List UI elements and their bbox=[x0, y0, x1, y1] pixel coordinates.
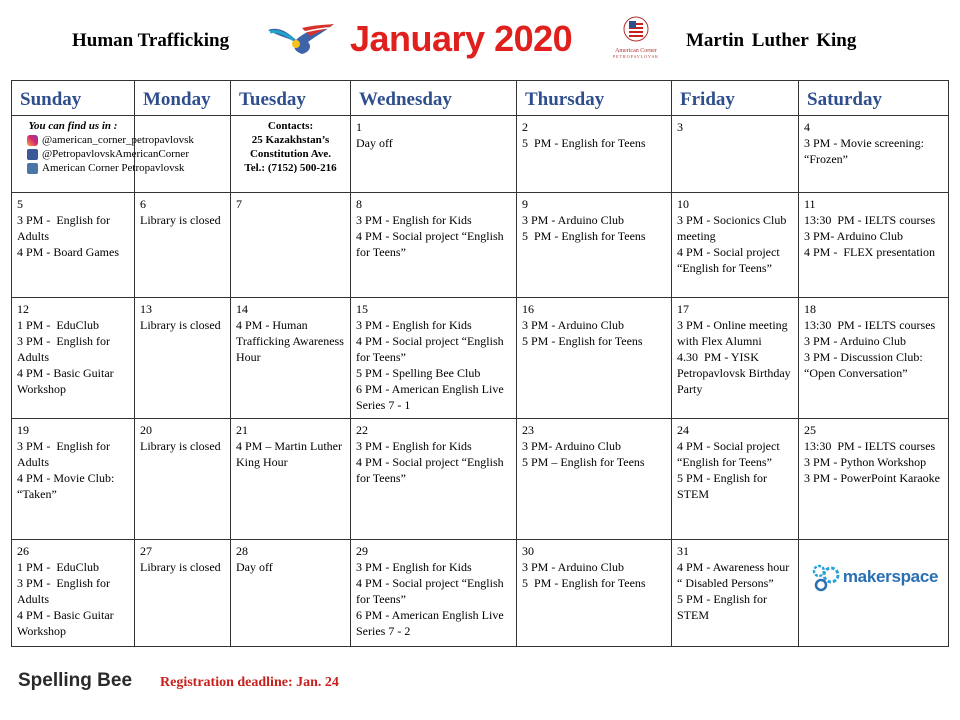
event-line: 5 PM - English for STEM bbox=[677, 592, 770, 622]
day-cell[interactable] bbox=[351, 298, 517, 419]
event-line: 3 PM - Arduino Club bbox=[522, 560, 625, 574]
event-line: 3 PM - English for Adults bbox=[17, 576, 113, 606]
day-number: 6 bbox=[140, 197, 146, 211]
event-line: Library is closed bbox=[140, 439, 221, 453]
day-number: 25 bbox=[804, 423, 816, 437]
event-line: 3 PM - Online meeting with Flex Alumni bbox=[677, 318, 791, 348]
week-row bbox=[12, 116, 949, 193]
event-line: 3 PM - English for Kids bbox=[356, 213, 472, 227]
event-line: 3 PM - English for Adults bbox=[17, 439, 113, 469]
event-line: 4 PM – Martin Luther King Hour bbox=[236, 439, 345, 469]
event-line: 4 PM - Basic Guitar Workshop bbox=[17, 608, 117, 638]
day-cell[interactable] bbox=[517, 116, 672, 193]
day-number: 17 bbox=[677, 302, 689, 316]
event-line: Day off bbox=[356, 136, 393, 150]
day-cell[interactable] bbox=[799, 298, 949, 419]
contacts-phone: Tel.: (7152) 500-216 bbox=[244, 162, 337, 174]
event-line: 3 PM - Arduino Club bbox=[522, 318, 625, 332]
event-line: 13:30 PM - IELTS courses bbox=[804, 213, 936, 227]
day-cell[interactable] bbox=[799, 419, 949, 540]
weekday-saturday: Saturday bbox=[799, 81, 949, 116]
week-row bbox=[12, 540, 949, 647]
event-line: 4 PM - Basic Guitar Workshop bbox=[17, 366, 117, 396]
day-number: 5 bbox=[17, 197, 23, 211]
event-line: 5 PM - English for Teens bbox=[522, 576, 646, 590]
find-us-cell bbox=[12, 116, 194, 193]
day-number: 16 bbox=[522, 302, 534, 316]
weekday-sunday: Sunday bbox=[12, 81, 135, 116]
day-cell[interactable] bbox=[351, 116, 517, 193]
day-number: 28 bbox=[236, 544, 248, 558]
day-cell[interactable] bbox=[672, 116, 799, 193]
day-cell[interactable] bbox=[517, 540, 672, 647]
event-line: 3 PM - English for Kids bbox=[356, 318, 472, 332]
day-number: 3 bbox=[677, 120, 683, 134]
event-line: 3 PM - Discussion Club: “Open Conversation” bbox=[804, 350, 926, 380]
contacts-address1: 25 Kazakhstan’s bbox=[251, 134, 330, 146]
event-line: 4 PM - FLEX presentation bbox=[804, 245, 935, 259]
day-cell[interactable] bbox=[12, 193, 135, 298]
day-number: 21 bbox=[236, 423, 248, 437]
day-cell[interactable] bbox=[517, 298, 672, 419]
find-us-title: You can find us in : bbox=[28, 120, 118, 132]
vk-link[interactable] bbox=[17, 161, 185, 175]
day-number: 15 bbox=[356, 302, 368, 316]
event-line: 4 PM - Human Trafficking Awareness Hour bbox=[236, 318, 347, 364]
event-line: 4 PM - Movie Club: “Taken” bbox=[17, 471, 118, 501]
day-cell[interactable] bbox=[672, 540, 799, 647]
day-number: 27 bbox=[140, 544, 152, 558]
facebook-icon bbox=[27, 149, 38, 160]
week-row bbox=[12, 419, 949, 540]
day-cell[interactable] bbox=[351, 540, 517, 647]
event-line: 4 PM - Board Games bbox=[17, 245, 119, 259]
event-line: 3 PM- Arduino Club bbox=[522, 439, 622, 453]
event-line: 4.30 PM - YISK Petropavlovsk Birthday Party bbox=[677, 350, 794, 396]
event-line: 5 PM – English for Teens bbox=[522, 455, 645, 469]
day-cell[interactable] bbox=[672, 193, 799, 298]
day-number: 14 bbox=[236, 302, 248, 316]
event-line: 3 PM - PowerPoint Karaoke bbox=[804, 471, 940, 485]
event-line: 5 PM - English for Teens bbox=[522, 229, 646, 243]
event-line: 6 PM - American English Live Series 7 - 1 bbox=[356, 382, 507, 412]
day-cell[interactable] bbox=[231, 419, 351, 540]
instagram-link[interactable] bbox=[17, 133, 194, 147]
event-line: 3 PM - Arduino Club bbox=[522, 213, 625, 227]
event-line: 5 PM - English for Teens bbox=[522, 136, 646, 150]
event-line: 3 PM - Python Workshop bbox=[804, 455, 927, 469]
weekday-wednesday: Wednesday bbox=[351, 81, 517, 116]
day-cell[interactable] bbox=[351, 193, 517, 298]
event-line: 4 PM - Awareness hour “ Disabled Persons” bbox=[677, 560, 793, 590]
vk-icon bbox=[27, 163, 38, 174]
calendar-grid bbox=[11, 80, 949, 647]
day-cell[interactable] bbox=[12, 540, 135, 647]
day-number: 8 bbox=[356, 197, 362, 211]
weekday-header-row bbox=[12, 81, 949, 116]
event-line: 4 PM - Social project “English for Teens” bbox=[356, 455, 507, 485]
makerspace-cell bbox=[799, 540, 949, 647]
day-number: 30 bbox=[522, 544, 534, 558]
week-row bbox=[12, 193, 949, 298]
day-number: 2 bbox=[522, 120, 528, 134]
event-line: 6 PM - American English Live Series 7 - 2 bbox=[356, 608, 507, 638]
instagram-handle: @american_corner_petropavlovsk bbox=[42, 134, 194, 146]
weekday-tuesday: Tuesday bbox=[231, 81, 351, 116]
event-line: 4 PM - Social project “English for Teens” bbox=[677, 245, 783, 275]
event-line: Day off bbox=[236, 560, 273, 574]
event-line: 3 PM - English for Adults bbox=[17, 213, 113, 243]
day-cell[interactable] bbox=[517, 419, 672, 540]
event-line: 4 PM - Social project “English for Teens” bbox=[356, 334, 507, 364]
event-line: Library is closed bbox=[140, 213, 221, 227]
event-line: 3 PM - English for Adults bbox=[17, 334, 113, 364]
day-cell[interactable] bbox=[12, 298, 135, 419]
calendar-header bbox=[0, 0, 960, 80]
week-row bbox=[12, 298, 949, 419]
corner-logo-label: American Corner bbox=[615, 48, 657, 54]
day-cell[interactable] bbox=[231, 540, 351, 647]
day-cell[interactable] bbox=[231, 298, 351, 419]
event-line: 3 PM - Socionics Club meeting bbox=[677, 213, 790, 243]
day-cell[interactable] bbox=[135, 540, 231, 647]
day-cell[interactable] bbox=[799, 116, 949, 193]
day-cell[interactable] bbox=[135, 193, 231, 298]
american-corner-flag-logo bbox=[598, 16, 674, 66]
day-number: 4 bbox=[804, 120, 810, 134]
contacts-title: Contacts: bbox=[267, 120, 314, 132]
day-number: 13 bbox=[140, 302, 152, 316]
day-number: 20 bbox=[140, 423, 152, 437]
event-line: 13:30 PM - IELTS courses bbox=[804, 439, 936, 453]
day-number: 19 bbox=[17, 423, 29, 437]
registration-deadline: Registration deadline: Jan. 24 bbox=[160, 675, 339, 690]
event-line: 1 PM - EduClub bbox=[17, 318, 100, 332]
event-line: Library is closed bbox=[140, 560, 221, 574]
day-cell[interactable] bbox=[672, 298, 799, 419]
instagram-icon bbox=[27, 135, 38, 146]
eagle-flag-logo bbox=[266, 22, 336, 58]
event-line: 4 PM - Social project “English for Teens” bbox=[356, 229, 507, 259]
day-number: 1 bbox=[356, 120, 362, 134]
day-cell[interactable] bbox=[799, 193, 949, 298]
day-number: 26 bbox=[17, 544, 29, 558]
day-number: 24 bbox=[677, 423, 689, 437]
day-number: 23 bbox=[522, 423, 534, 437]
event-line: Library is closed bbox=[140, 318, 221, 332]
event-line: 3 PM- Arduino Club bbox=[804, 229, 904, 243]
day-cell[interactable] bbox=[12, 419, 135, 540]
event-line: 4 PM - Social project “English for Teens” bbox=[356, 576, 507, 606]
month-title: January 2020 bbox=[350, 18, 573, 59]
day-cell[interactable] bbox=[135, 298, 231, 419]
contacts-address2: Constitution Ave. bbox=[249, 148, 332, 160]
day-cell[interactable] bbox=[351, 419, 517, 540]
event-line: 13:30 PM - IELTS courses bbox=[804, 318, 936, 332]
weekday-friday: Friday bbox=[672, 81, 799, 116]
event-line: 5 PM - English for STEM bbox=[677, 471, 770, 501]
day-number: 12 bbox=[17, 302, 29, 316]
event-line: 5 PM - English for Teens bbox=[522, 334, 643, 348]
gears-icon bbox=[809, 563, 843, 591]
event-line: 3 PM - English for Kids bbox=[356, 560, 472, 574]
day-number: 7 bbox=[236, 197, 242, 211]
day-number: 11 bbox=[804, 197, 816, 211]
makerspace-text: makerspace bbox=[842, 567, 939, 586]
makerspace-logo bbox=[804, 563, 943, 591]
day-cell[interactable] bbox=[672, 419, 799, 540]
facebook-handle: @PetropavlovskAmericanCorner bbox=[42, 148, 189, 160]
day-number: 9 bbox=[522, 197, 528, 211]
event-line: 3 PM - English for Kids bbox=[356, 439, 472, 453]
weekday-thursday: Thursday bbox=[517, 81, 672, 116]
event-line: 4 PM - Social project “English for Teens” bbox=[677, 439, 783, 469]
day-number: 29 bbox=[356, 544, 368, 558]
header-left-theme: Human Trafficking bbox=[72, 30, 230, 51]
spelling-bee-logo: Spelling Bee bbox=[18, 670, 133, 691]
contacts-cell bbox=[231, 116, 351, 193]
event-line: 1 PM - EduClub bbox=[17, 560, 100, 574]
day-cell[interactable] bbox=[517, 193, 672, 298]
event-line: 5 PM - Spelling Bee Club bbox=[356, 366, 481, 380]
day-number: 22 bbox=[356, 423, 368, 437]
event-line: 3 PM - Arduino Club bbox=[804, 334, 907, 348]
weekday-monday: Monday bbox=[135, 81, 231, 116]
header-right-theme: Martin Luther King bbox=[686, 30, 857, 51]
corner-logo-sub: PETROPAVLOVSK bbox=[612, 54, 660, 59]
day-cell[interactable] bbox=[231, 193, 351, 298]
day-number: 18 bbox=[804, 302, 816, 316]
facebook-link[interactable] bbox=[17, 147, 189, 161]
day-cell[interactable] bbox=[135, 419, 231, 540]
vk-handle: American Corner Petropavlovsk bbox=[42, 162, 185, 174]
event-line: 3 PM - Movie screening: “Frozen” bbox=[804, 136, 927, 166]
day-number: 10 bbox=[677, 197, 689, 211]
day-number: 31 bbox=[677, 544, 689, 558]
